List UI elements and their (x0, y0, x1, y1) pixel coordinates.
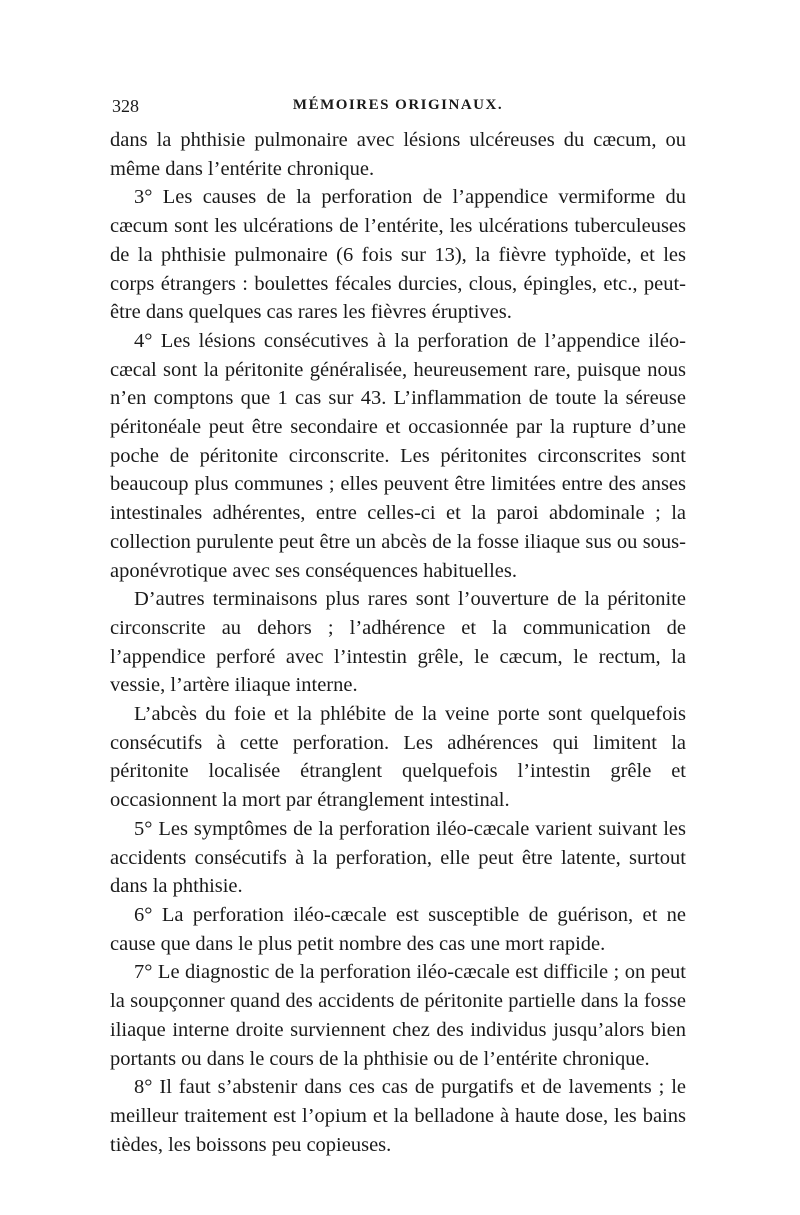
paragraph-conclusion-3: 3° Les causes de la perforation de l’appendice vermiforme du cæcum sont les ulcérations de l’entérite, les ulcérations tuberculeuses de la phthisie pulmonaire (6 fois sur 13), la fièvre typhoïde, et les corps étrangers : boulettes fécales durcies, clous, épingles, etc., peut-être dans quelques cas rares les fièvres éruptives. (110, 186, 686, 324)
paragraph-conclusion-7: 7° Le diagnostic de la perforation iléo-cæcale est difficile ; on peut la soupçonner quand des accidents de péritonite partielle dans la fosse iliaque interne droite surviennent chez des individus jusqu’alors bien portants ou dans le cours de la phthisie ou de l’entérite chronique. (110, 961, 686, 1070)
paragraph-conclusion-6: 6° La perforation iléo-cæcale est susceptible de guérison, et ne cause que dans le plus petit nombre des cas une mort rapide. (110, 903, 686, 955)
document-page (110, 96, 686, 1159)
body-text (110, 126, 686, 1159)
paragraph-liver-abscess: L’abcès du foie et la phlébite de la veine porte sont quelquefois consécutifs à cette perforation. Les adhérences qui limitent la péritonite localisée étranglent quelquefois l’intestin grêle et occasionnent la mort par étranglement intestinal. (110, 703, 686, 812)
paragraph-conclusion-8: 8° Il faut s’abstenir dans ces cas de purgatifs et de lavements ; le meilleur traitement est l’opium et la belladone à haute dose, les bains tièdes, les boissons peu copieuses. (110, 1076, 686, 1156)
paragraph-conclusion-5: 5° Les symptômes de la perforation iléo-cæcale varient suivant les accidents consécutifs à la perforation, elle peut être latente, surtout dans la phthisie. (110, 817, 686, 898)
page-number: 328 (112, 96, 139, 116)
running-title: MÉMOIRES ORIGINAUX. (292, 97, 504, 113)
paragraph-other-terminations: D’autres terminaisons plus rares sont l’ouverture de la péritonite circonscrite au dehors ; l’adhérence et la communication de l’appendice perforé avec l’intestin grêle, le cæcum, le rectum, la vessie, l’artère iliaque interne. (110, 588, 686, 697)
running-header (110, 96, 686, 126)
paragraph-conclusion-4: 4° Les lésions consécutives à la perforation de l’appendice iléo-cæcal sont la péritonite généralisée, heureusement rare, puisque nous n’en comptons que 1 cas sur 43. L’inflammation de toute la séreuse péritonéale peut être secondaire et occasionnée par la rupture d’une poche de péritonite circonscrite. Les péritonites circonscrites sont beaucoup plus communes ; elles peuvent être limitées entre des anses intestinales adhérentes, entre celles-ci et la paroi abdominale ; la collection purulente peut être un abcès de la fosse iliaque sus ou sous-aponévrotique avec ses conséquences habituelles. (110, 329, 686, 582)
paragraph-continuation: dans la phthisie pulmonaire avec lésions ulcéreuses du cæcum, ou même dans l’entérite chronique. (110, 129, 686, 180)
